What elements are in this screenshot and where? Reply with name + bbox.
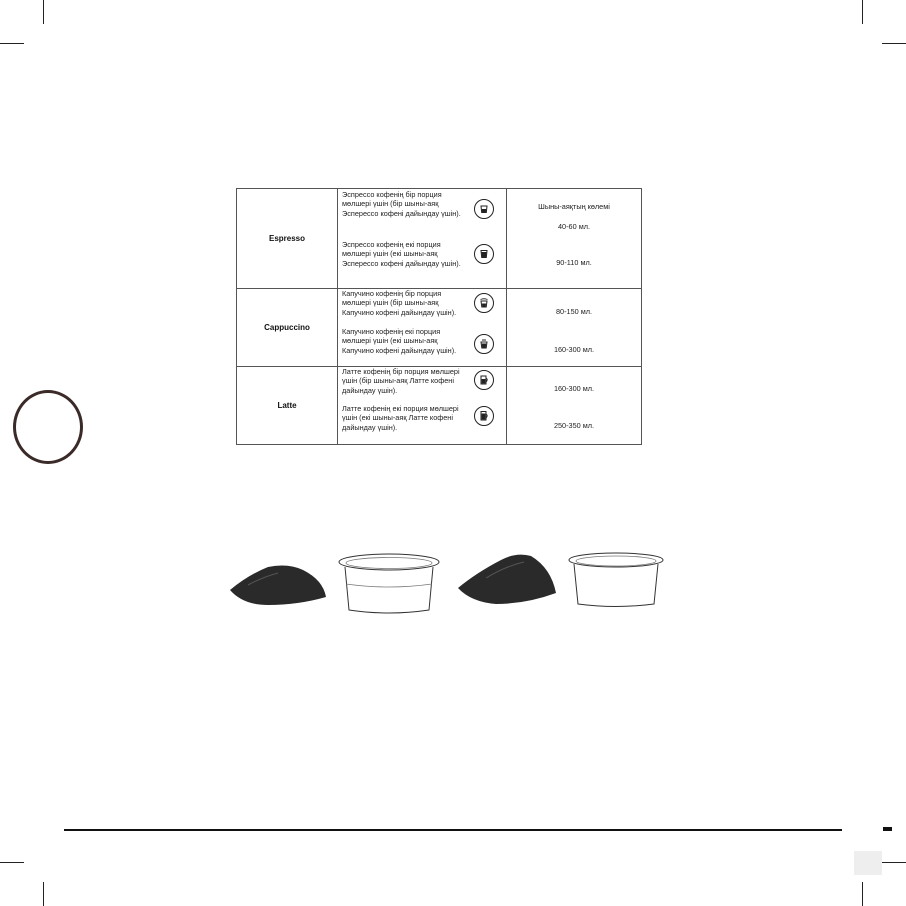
- volume-value: 80-150 мл.: [555, 307, 593, 316]
- coffee-capsule-illustration: [336, 550, 442, 616]
- description-cell: [338, 189, 507, 289]
- volume-cell: [507, 189, 642, 289]
- volume-value: 90-110 мл.: [556, 258, 592, 267]
- espresso-single-cup-icon: [474, 199, 494, 219]
- dash-mark: [883, 827, 892, 831]
- crop-mark: [882, 862, 906, 863]
- coffee-type-label: Cappuccino: [237, 289, 338, 367]
- table-row-cappuccino: [237, 289, 642, 367]
- portion-description: Капучино кофенің бір порция мөлшері үшін (бір шыны-аяқ Капучино кофені дайындау үшін).: [342, 289, 457, 317]
- espresso-double-cup-icon: [474, 244, 494, 264]
- coffee-capsule-illustration: [566, 549, 666, 609]
- volume-value: 160-300 мл.: [553, 384, 595, 393]
- page-number-box: [854, 851, 882, 875]
- volume-header: Шыны-аяқтың көлемі: [538, 202, 610, 211]
- latte-double-mug-icon: [474, 406, 494, 426]
- portion-description: Эспрессо кофенің екі порция мөлшері үшін (екі шыны-аяқ Эсперессо кофені дайындау үшін).: [342, 240, 461, 268]
- portion-description: Латте кофенің бір порция мөлшері үшін (бір шыны-аяқ Латте кофені дайындау үшін).: [342, 367, 460, 395]
- portion-description: Эспрессо кофенің бір порция мөлшері үшін (бір шыны-аяқ Эсперессо кофені дайындау үшін).: [342, 190, 461, 218]
- volume-cell: [507, 367, 642, 445]
- volume-value: 250-350 мл.: [553, 421, 595, 430]
- crop-mark: [862, 882, 863, 906]
- coffee-type-label: Espresso: [237, 189, 338, 289]
- crop-mark: [0, 43, 24, 44]
- volume-value: 40-60 мл.: [558, 222, 590, 231]
- table-row-latte: [237, 367, 642, 445]
- cappuccino-single-cup-icon: [474, 293, 494, 313]
- volume-cell: [507, 289, 642, 367]
- description-cell: [338, 289, 507, 367]
- ground-coffee-pile-illustration: [456, 548, 560, 612]
- crop-mark: [43, 882, 44, 906]
- description-cell: [338, 367, 507, 445]
- crop-mark: [43, 0, 44, 24]
- margin-circle: [13, 390, 83, 464]
- crop-mark: [0, 862, 24, 863]
- table-row-espresso: [237, 189, 642, 289]
- latte-single-mug-icon: [474, 370, 494, 390]
- coffee-type-label: Latte: [237, 367, 338, 445]
- portion-description: Капучино кофенің екі порция мөлшері үшін (екі шыны-аяқ Капучино кофені дайындау үшін).: [342, 327, 457, 355]
- coffee-volume-table: [236, 188, 642, 445]
- cappuccino-double-cup-icon: [474, 334, 494, 354]
- portion-description: Латте кофенің екі порция мөлшері үшін (екі шыны-аяқ Латте кофені дайындау үшін).: [342, 404, 459, 432]
- crop-mark: [862, 0, 863, 24]
- crop-mark: [882, 43, 906, 44]
- footer-rule: [64, 829, 842, 831]
- volume-value: 160-300 мл.: [553, 345, 595, 354]
- ground-coffee-pile-illustration: [228, 545, 328, 615]
